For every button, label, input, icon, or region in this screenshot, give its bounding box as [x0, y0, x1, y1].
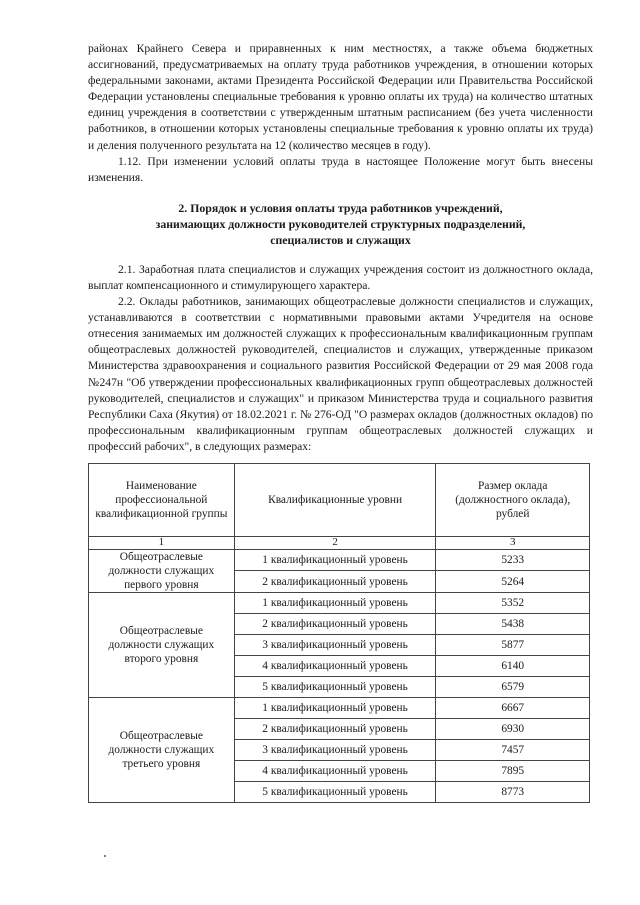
- salary-cell: 7457: [436, 739, 590, 760]
- salary-cell: 5352: [436, 592, 590, 613]
- salary-cell: 8773: [436, 781, 590, 802]
- header-salary: Размер оклада (должностного оклада), рублей: [436, 463, 590, 536]
- clause-1-12: 1.12. При изменении условий оплаты труда в настоящее Положение могут быть внесены изменения.: [88, 154, 593, 184]
- qualification-level-cell: 1 квалификационный уровень: [234, 549, 436, 571]
- qualification-level-cell: 5 квалификационный уровень: [234, 781, 436, 802]
- section-title-line: 2. Порядок и условия оплаты труда работников учреждений,: [178, 200, 503, 215]
- qualification-level-cell: 5 квалификационный уровень: [234, 676, 436, 697]
- clause-2-2: 2.2. Оклады работников, занимающих общеотраслевые должности специалистов и служащих, устанавливаются в соответствии с нормативными правовыми актами Учредителя на основе отнесения занимаемых им должностей служащих к профессиональным квалификационным группам общеотраслевых должностей руководителей, специалистов и служащих, утвержденные приказом Министерства здравоохранения и социального развития Российской Федерации от 29 мая 2008 года №247н "Об утверждении профессиональных квалификационных групп общеотраслевых должностей руководителей, специалистов и служащих" и приказом Министерства труда и социального развития Республики Саха (Якутия) от 18.02.2021 г. № 276-ОД "О размерах окладов (должностных окладов) по профессиональным квалификационным группам общеотраслевых должностей служащих и профессий рабочих", в следующих размерах:: [88, 295, 593, 453]
- table-row: [89, 549, 590, 571]
- qualification-level-cell: 2 квалификационный уровень: [234, 613, 436, 634]
- group-name-cell: Общеотраслевые должности служащих третьего уровня: [89, 697, 235, 802]
- salary-cell: 6667: [436, 697, 590, 718]
- qualification-level-cell: 4 квалификационный уровень: [234, 760, 436, 781]
- salary-table: [88, 463, 590, 803]
- salary-cell: 5233: [436, 549, 590, 571]
- salary-cell: 6930: [436, 718, 590, 739]
- group-name-cell: Общеотраслевые должности служащих второго уровня: [89, 592, 235, 697]
- qualification-level-cell: 2 квалификационный уровень: [234, 718, 436, 739]
- column-number: 3: [436, 536, 590, 549]
- table-header-row: [89, 463, 590, 536]
- salary-cell: 6140: [436, 655, 590, 676]
- qualification-level-cell: 4 квалификационный уровень: [234, 655, 436, 676]
- section-2-title: [88, 200, 593, 248]
- salary-cell: 5264: [436, 571, 590, 593]
- qualification-level-cell: 3 квалификационный уровень: [234, 634, 436, 655]
- table-number-row: [89, 536, 590, 549]
- table-row: [89, 697, 590, 718]
- scan-speck: [104, 855, 106, 857]
- column-number: 2: [234, 536, 436, 549]
- salary-cell: 5438: [436, 613, 590, 634]
- qualification-level-cell: 2 квалификационный уровень: [234, 571, 436, 593]
- salary-cell: 7895: [436, 760, 590, 781]
- section-title-line: специалистов и служащих: [270, 232, 411, 247]
- group-name-cell: Общеотраслевые должности служащих первого уровня: [89, 549, 235, 592]
- clause-2-1: 2.1. Заработная плата специалистов и служащих учреждения состоит из должностного оклада, выплат компенсационного и стимулирующего характера.: [88, 262, 593, 292]
- qualification-level-cell: 1 квалификационный уровень: [234, 592, 436, 613]
- table-row: [89, 592, 590, 613]
- document-page: [88, 41, 593, 803]
- intro-paragraph: районах Крайнего Севера и приравненных к ним местностях, а также объема бюджетных ассигнований, предусматриваемых на оплату труда работников учреждения, в отношении которых федеральными законами, актами Президента Российской Федерации или Правительства Российской Федерации установлены специальные требования к уровню оплаты их труда) на количество штатных единиц учреждения в соответствии с утвержденным штатным расписанием (без учета численности работников, в отношении которых установлены специальные требования к уровню оплаты их труда) и деления полученного результата на 12 (количество месяцев в году).: [88, 42, 593, 152]
- salary-cell: 5877: [436, 634, 590, 655]
- column-number: 1: [89, 536, 235, 549]
- salary-cell: 6579: [436, 676, 590, 697]
- header-levels: Квалификационные уровни: [234, 463, 436, 536]
- qualification-level-cell: 3 квалификационный уровень: [234, 739, 436, 760]
- qualification-level-cell: 1 квалификационный уровень: [234, 697, 436, 718]
- header-group-name: Наименование профессиональной квалификационной группы: [89, 463, 235, 536]
- section-title-line: занимающих должности руководителей структурных подразделений,: [155, 216, 526, 231]
